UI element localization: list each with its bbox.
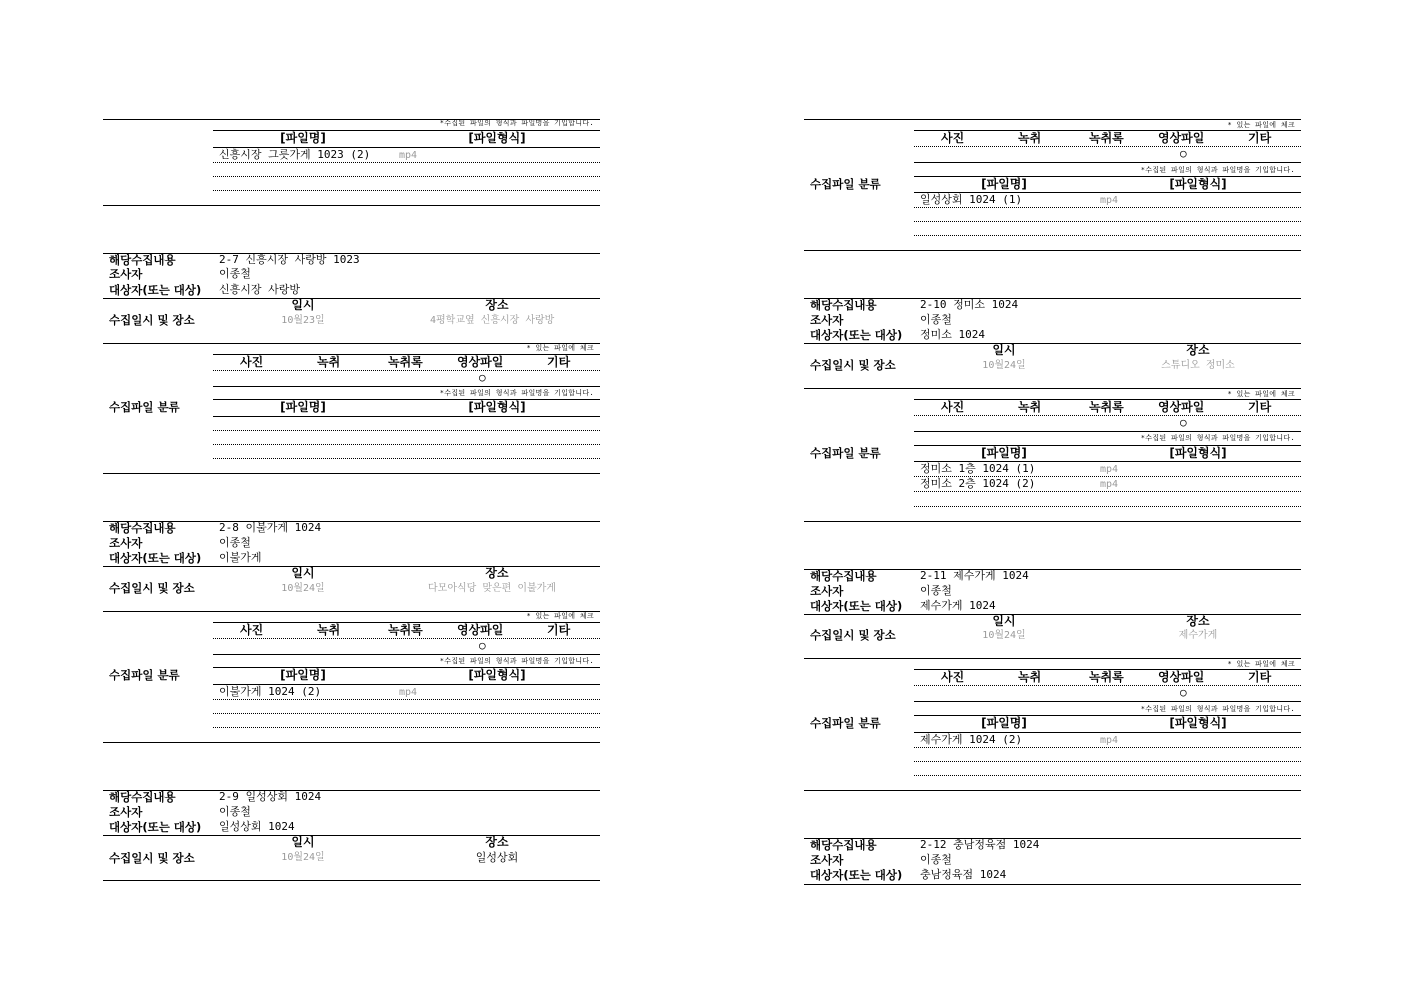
format-note: *수집된 파일의 형식과 파일명을 기입합니다.: [439, 119, 594, 127]
content-label: 해당수집내용: [810, 298, 877, 312]
video-check-mark: ○: [1180, 686, 1187, 699]
content-label: 해당수집내용: [810, 838, 877, 852]
type-video: 영상파일: [1158, 400, 1205, 414]
type-other: 기타: [547, 623, 571, 637]
place-value: 4평학교옆 신흥시장 사랑방: [430, 315, 555, 326]
date-header: 일시: [291, 835, 315, 849]
type-photo: 사진: [941, 131, 965, 145]
format-note: *수집된 파일의 형식과 파일명을 기입합니다.: [439, 657, 594, 665]
file-format: mp4: [399, 150, 418, 161]
subject-value: 이불가게: [219, 551, 262, 564]
type-recording: 녹취: [1018, 400, 1042, 414]
date-value: 10월24일: [281, 852, 325, 863]
type-transcript: 녹취록: [388, 623, 423, 637]
filename-header: [파일명]: [280, 131, 326, 145]
type-other: 기타: [1248, 131, 1272, 145]
file-format: mp4: [1100, 195, 1119, 206]
date-value: 10월24일: [982, 360, 1026, 371]
place-header: 장소: [1186, 614, 1210, 628]
content-value: 2-7 신흥시장 사랑방 1023: [219, 253, 360, 266]
subject-value: 신흥시장 사랑방: [219, 283, 301, 296]
video-check-mark: ○: [1180, 416, 1187, 429]
type-recording: 녹취: [317, 355, 341, 369]
researcher-label: 조사자: [810, 853, 844, 867]
type-transcript: 녹취록: [1089, 670, 1124, 684]
subject-label: 대상자(또는 대상): [109, 820, 202, 834]
content-value: 2-8 이불가게 1024: [219, 521, 322, 534]
file-classification-label: 수집파일 분류: [109, 668, 180, 682]
place-header: 장소: [1186, 343, 1210, 357]
file-name: 정미소 2층 1024 (2): [920, 477, 1036, 490]
content-label: 해당수집내용: [810, 569, 877, 583]
check-note: * 있는 파일에 체크: [1227, 121, 1295, 129]
datetime-place-label: 수집일시 및 장소: [810, 358, 896, 372]
content-value: 2-9 일성상회 1024: [219, 790, 322, 803]
type-transcript: 녹취록: [388, 355, 423, 369]
date-header: 일시: [992, 343, 1016, 357]
type-photo: 사진: [941, 400, 965, 414]
format-note: *수집된 파일의 형식과 파일명을 기입합니다.: [1140, 705, 1295, 713]
date-value: 10월24일: [982, 630, 1026, 641]
file-name: 제수가게 1024 (2): [920, 733, 1023, 746]
file-classification-label: 수집파일 분류: [810, 177, 881, 191]
filename-header: [파일명]: [981, 716, 1027, 730]
type-other: 기타: [1248, 670, 1272, 684]
file-name: 이불가게 1024 (2): [219, 685, 322, 698]
format-header: [파일형식]: [1169, 716, 1227, 730]
filename-header: [파일명]: [981, 446, 1027, 460]
subject-value: 충남정육점 1024: [920, 868, 1007, 881]
file-classification-label: 수집파일 분류: [810, 716, 881, 730]
type-transcript: 녹취록: [1089, 131, 1124, 145]
content-value: 2-12 충남정육점 1024: [920, 838, 1040, 851]
format-header: [파일형식]: [468, 668, 526, 682]
left-column: [103, 0, 600, 992]
type-photo: 사진: [240, 623, 264, 637]
check-note: * 있는 파일에 체크: [526, 344, 594, 352]
type-transcript: 녹취록: [1089, 400, 1124, 414]
type-video: 영상파일: [1158, 670, 1205, 684]
format-note: *수집된 파일의 형식과 파일명을 기입합니다.: [1140, 166, 1295, 174]
format-header: [파일형식]: [468, 400, 526, 414]
right-column: [804, 0, 1301, 992]
place-header: 장소: [485, 566, 509, 580]
researcher-value: 이종철: [920, 313, 952, 326]
researcher-value: 이종철: [219, 805, 251, 818]
date-header: 일시: [291, 298, 315, 312]
video-check-mark: ○: [479, 371, 486, 384]
filename-header: [파일명]: [280, 668, 326, 682]
datetime-place-label: 수집일시 및 장소: [109, 851, 195, 865]
date-value: 10월24일: [281, 583, 325, 594]
researcher-value: 이종철: [920, 584, 952, 597]
content-value: 2-11 제수가게 1024: [920, 569, 1029, 582]
place-header: 장소: [485, 298, 509, 312]
format-header: [파일형식]: [468, 131, 526, 145]
researcher-value: 이종철: [219, 536, 251, 549]
date-header: 일시: [291, 566, 315, 580]
subject-label: 대상자(또는 대상): [109, 283, 202, 297]
type-video: 영상파일: [457, 623, 504, 637]
researcher-value: 이종철: [219, 267, 251, 280]
content-label: 해당수집내용: [109, 253, 176, 267]
place-value: 일성상회: [475, 851, 519, 864]
subject-value: 일성상회 1024: [219, 820, 295, 833]
datetime-place-label: 수집일시 및 장소: [109, 581, 195, 595]
type-other: 기타: [547, 355, 571, 369]
subject-value: 정미소 1024: [920, 328, 985, 341]
type-video: 영상파일: [457, 355, 504, 369]
researcher-label: 조사자: [109, 267, 143, 281]
type-recording: 녹취: [1018, 670, 1042, 684]
subject-label: 대상자(또는 대상): [109, 551, 202, 565]
video-check-mark: ○: [1180, 147, 1187, 160]
file-name: 신흥시장 그릇가게 1023 (2): [219, 148, 371, 161]
file-format: mp4: [399, 687, 418, 698]
content-value: 2-10 정미소 1024: [920, 298, 1019, 311]
file-format: mp4: [1100, 735, 1119, 746]
check-note: * 있는 파일에 체크: [1227, 390, 1295, 398]
format-note: *수집된 파일의 형식과 파일명을 기입합니다.: [439, 389, 594, 397]
datetime-place-label: 수집일시 및 장소: [109, 313, 195, 327]
format-header: [파일형식]: [1169, 177, 1227, 191]
researcher-value: 이종철: [920, 853, 952, 866]
researcher-label: 조사자: [109, 536, 143, 550]
type-recording: 녹취: [317, 623, 341, 637]
type-other: 기타: [1248, 400, 1272, 414]
date-header: 일시: [992, 614, 1016, 628]
type-photo: 사진: [240, 355, 264, 369]
content-label: 해당수집내용: [109, 521, 176, 535]
file-name: 정미소 1층 1024 (1): [920, 462, 1036, 475]
type-recording: 녹취: [1018, 131, 1042, 145]
datetime-place-label: 수집일시 및 장소: [810, 628, 896, 642]
researcher-label: 조사자: [109, 805, 143, 819]
subject-label: 대상자(또는 대상): [810, 868, 903, 882]
researcher-label: 조사자: [810, 584, 844, 598]
place-header: 장소: [485, 835, 509, 849]
subject-label: 대상자(또는 대상): [810, 599, 903, 613]
researcher-label: 조사자: [810, 313, 844, 327]
format-note: *수집된 파일의 형식과 파일명을 기입합니다.: [1140, 434, 1295, 442]
date-value: 10월23일: [281, 315, 325, 326]
format-header: [파일형식]: [1169, 446, 1227, 460]
file-format: mp4: [1100, 464, 1119, 475]
file-classification-label: 수집파일 분류: [109, 400, 180, 414]
type-photo: 사진: [941, 670, 965, 684]
check-note: * 있는 파일에 체크: [526, 612, 594, 620]
filename-header: [파일명]: [280, 400, 326, 414]
subject-label: 대상자(또는 대상): [810, 328, 903, 342]
content-label: 해당수집내용: [109, 790, 176, 804]
video-check-mark: ○: [479, 639, 486, 652]
filename-header: [파일명]: [981, 177, 1027, 191]
file-name: 일성상회 1024 (1): [920, 193, 1023, 206]
place-value: 다모아식당 맞은편 이불가게: [428, 583, 556, 594]
subject-value: 제수가게 1024: [920, 599, 996, 612]
place-value: 스튜디오 정미소: [1161, 360, 1235, 371]
file-format: mp4: [1100, 479, 1119, 490]
file-classification-label: 수집파일 분류: [810, 446, 881, 460]
place-value: 제수가게: [1178, 630, 1218, 641]
type-video: 영상파일: [1158, 131, 1205, 145]
check-note: * 있는 파일에 체크: [1227, 660, 1295, 668]
